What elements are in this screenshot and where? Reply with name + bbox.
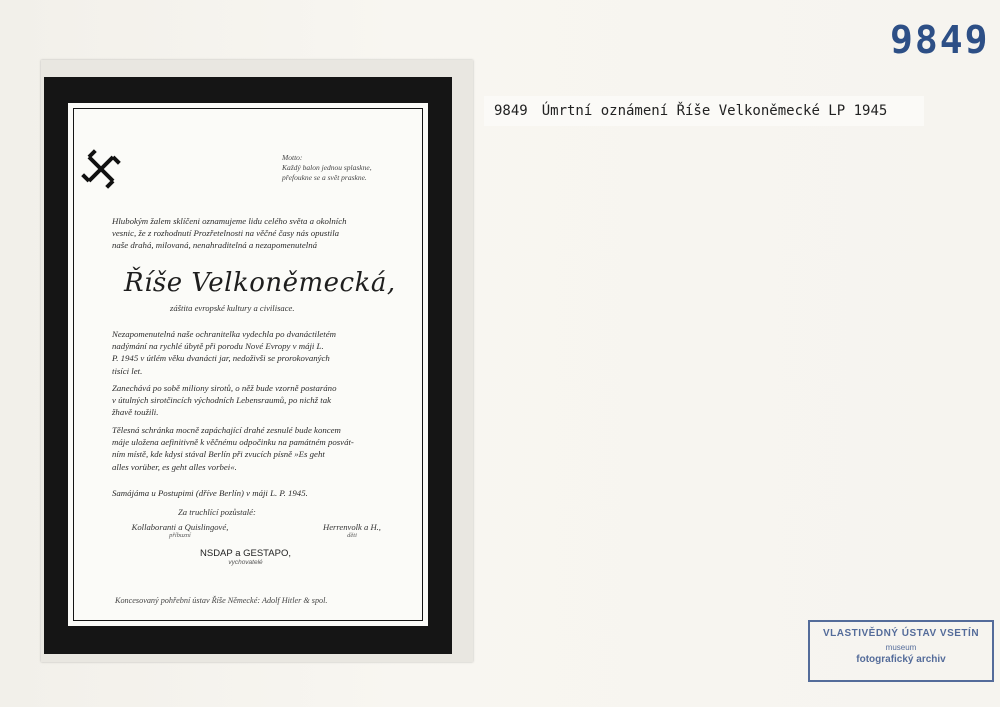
text-line: Hlubokým žalem sklíčeni oznamujeme lidu celého světa a okolních bbox=[112, 216, 347, 226]
motto-line: Každý balon jednou splaskne, bbox=[282, 163, 372, 172]
text-line: máje uložena aefinitivně k věčnému odpočinku na památném posvát- bbox=[112, 437, 354, 448]
text-line: alles vorüber, es geht alles vorbei«. bbox=[112, 461, 237, 472]
place-date: Samájáma u Postupimi (dříve Berlín) v máji L. P. 1945. bbox=[112, 488, 308, 498]
mourner-name: Kollaboranti a Quislingové, bbox=[131, 522, 229, 532]
text-line: ním místě, kde kdysi stával Berlín při zvucích písně »Es geht bbox=[112, 449, 325, 460]
text-line: Zanechává po sobě miliony sirotů, o něž bude vzorně postaráno bbox=[112, 383, 337, 393]
text-line: Nezapomenutelná naše ochranitelka vydechla po dvanáctiletém bbox=[112, 329, 337, 339]
paragraph-death bbox=[112, 328, 400, 377]
mourner-herrenvolk bbox=[302, 522, 402, 539]
text-line: Tělesná schránka mocně zapáchající drahé zesnulé bude koncem bbox=[112, 425, 341, 435]
mourners-title: Za truchlící pozůstalé: bbox=[178, 507, 256, 517]
caption-label bbox=[484, 96, 924, 126]
caption-text: Úmrtní oznámení Říše Velkoněmecké LP 1945 bbox=[541, 103, 888, 119]
mourner-role: příbuzní bbox=[169, 532, 191, 539]
motto-title: Motto: bbox=[282, 153, 303, 162]
text-line: nadýmání na rychlé úbytě při porodu Nové Evropy v máji L. bbox=[112, 341, 324, 352]
archive-number: 9849 bbox=[890, 18, 990, 62]
motto bbox=[282, 153, 402, 183]
deceased-name: Říše Velkoněmecká, bbox=[124, 268, 396, 298]
text-line: naše drahá, milovaná, nenahraditelná a nezapomenutelná bbox=[112, 240, 317, 251]
funeral-home-footer: Koncesovaný pohřební ústav Říše Německé: Adolf Hitler & spol. bbox=[115, 596, 328, 605]
text-line: tisíci let. bbox=[112, 365, 143, 376]
text-line: P. 1945 v útlém věku dvanácti jar, nedoživši se prorokovaných bbox=[112, 353, 330, 364]
intro-paragraph bbox=[112, 215, 400, 252]
mourner-role: děti bbox=[347, 532, 357, 539]
paragraph-orphans bbox=[112, 382, 400, 419]
text-line: vesnic, že z rozhodnutí Prozřetelnosti na věčné časy nás opustila bbox=[112, 228, 340, 239]
mourner-collaborators bbox=[110, 522, 250, 539]
mourner-name: NSDAP a GESTAPO, bbox=[200, 548, 291, 559]
stamp-institution: VLASTIVĚDNÝ ÚSTAV VSETÍN bbox=[822, 628, 980, 639]
swastika-icon bbox=[74, 142, 128, 196]
archive-stamp bbox=[808, 620, 994, 682]
mourner-nsdap bbox=[200, 548, 291, 566]
caption-number: 9849 bbox=[494, 103, 528, 119]
paragraph-burial bbox=[112, 424, 400, 473]
text-line: žhavě toužili. bbox=[112, 407, 159, 418]
mourner-name: Herrenvolk a H., bbox=[323, 522, 381, 532]
deceased-subtitle: záštita evropské kultury a civilisace. bbox=[170, 303, 295, 313]
motto-line: přefoukne se a svět praskne. bbox=[282, 173, 367, 182]
stamp-museum: museum bbox=[885, 643, 917, 652]
mourner-role: vychovatelé bbox=[228, 559, 263, 566]
stamp-archive: fotografický archiv bbox=[856, 654, 946, 665]
text-line: v útulných sirotčincích východních Lebensraumů, po nichž tak bbox=[112, 395, 332, 406]
